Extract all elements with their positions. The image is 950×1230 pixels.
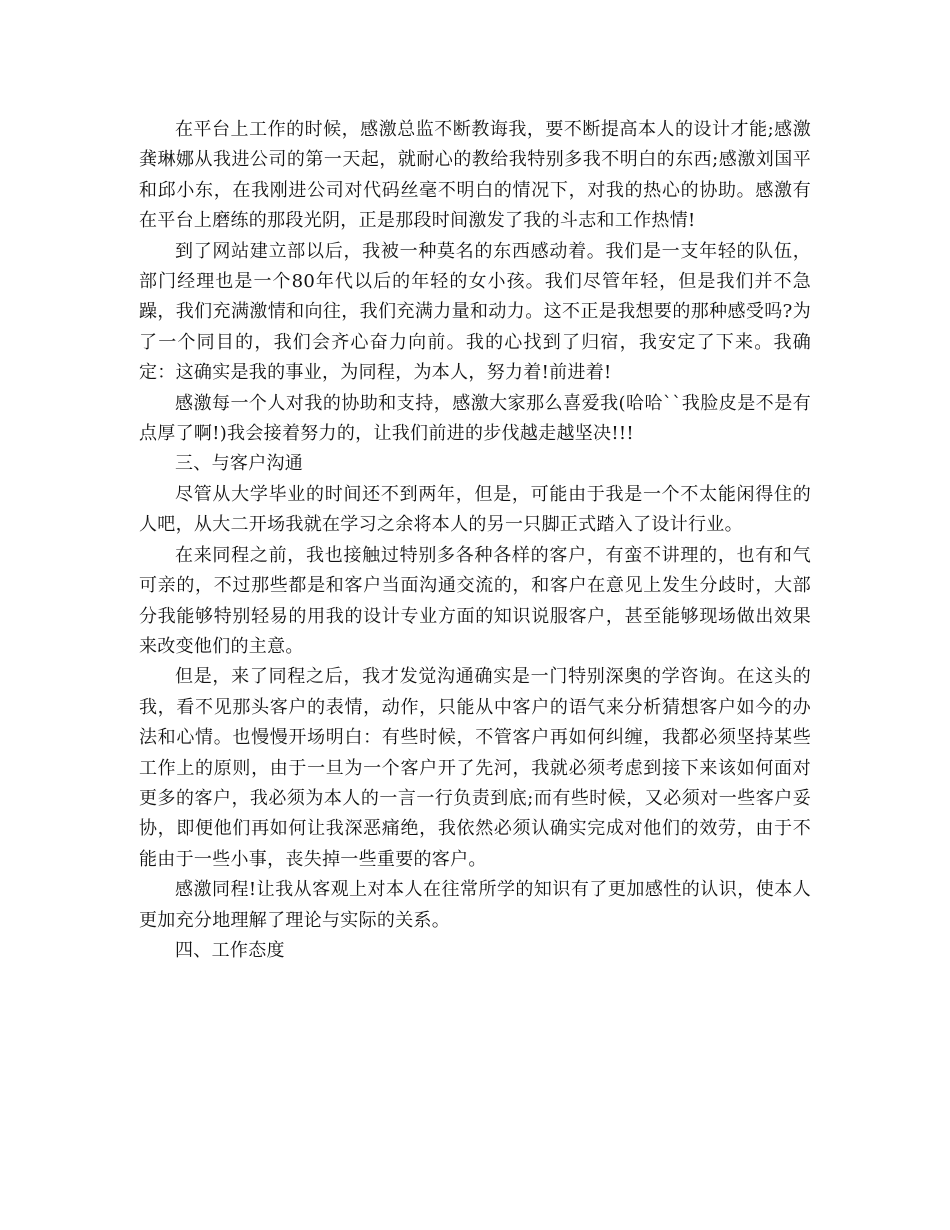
section-heading-work-attitude: 四、工作态度 [175, 939, 285, 961]
paragraph-after-tongcheng: 但是，来了同程之后，我才发觉沟通确实是一门特别深奥的学咨询。在这头的我，看不见那头客户的表情，动作，只能从中客户的语气来分析猜想客户如今的办法和心情。也慢慢开场明白：有些时候，不管客户再如何纠缠，我都必须坚持某些工作上的原则，由于一旦为一个客户开了先河，我就必须考虑到接下来该如何面对更多的客户，我必须为本人的一言一行负责到底;而有些时候，又必须对一些客户妥协，即便他们再如何让我深恶痛绝，我依然必须认确实完成对他们的效劳，由于不能由于一些小事，丧失掉一些重要的客户。 [139, 666, 811, 870]
paragraph-thanks-tongcheng: 感激同程!让我从客观上对本人在往常所学的知识有了更加感性的认识，使本人更加充分地理解了理论与实际的关系。 [139, 879, 811, 931]
section-heading-customer-communication: 三、与客户沟通 [175, 453, 304, 475]
paragraph-thanks-platform: 在平台上工作的时候，感激总监不断教诲我，要不断提高本人的设计才能;感激龚琳娜从我进公司的第一天起，就耐心的教给我特别多我不明白的东西;感激刘国平和邱小东，在我刚进公司对代码丝毫不明白的情况下，对我的热心的协助。感激有在平台上磨练的那段光阴，正是那段时间激发了我的斗志和工作热情! [139, 119, 811, 232]
paragraph-before-tongcheng: 在来同程之前，我也接触过特别多各种各样的客户，有蛮不讲理的，也有和气可亲的，不过那些都是和客户当面沟通交流的，和客户在意见上发生分歧时，大部分我能够特别轻易的用我的设计专业方面的知识说服客户，甚至能够现场做出效果来改变他们的主意。 [139, 544, 811, 657]
paragraph-website-department: 到了网站建立部以后，我被一种莫名的东西感动着。我们是一支年轻的队伍，部门经理也是一个80年代以后的年轻的女小孩。我们尽管年轻，但是我们并不急躁，我们充满激情和向往，我们充满力量和动力。这不正是我想要的那种感受吗?为了一个同目的，我们会齐心奋力向前。我的心找到了归宿，我安定了下来。我确定：这确实是我的事业，为同程，为本人，努力着!前进着! [139, 240, 811, 384]
paragraph-graduation: 尽管从大学毕业的时间还不到两年，但是，可能由于我是一个不太能闲得住的人吧，从大二开场我就在学习之余将本人的另一只脚正式踏入了设计行业。 [139, 483, 811, 536]
paragraph-thanks-everyone: 感激每一个人对我的协助和支持，感激大家那么喜爱我(哈哈``我脸皮是不是有点厚了啊!)我会接着努力的，让我们前进的步伐越走越坚决!!! [139, 392, 811, 445]
document-body [139, 115, 811, 966]
